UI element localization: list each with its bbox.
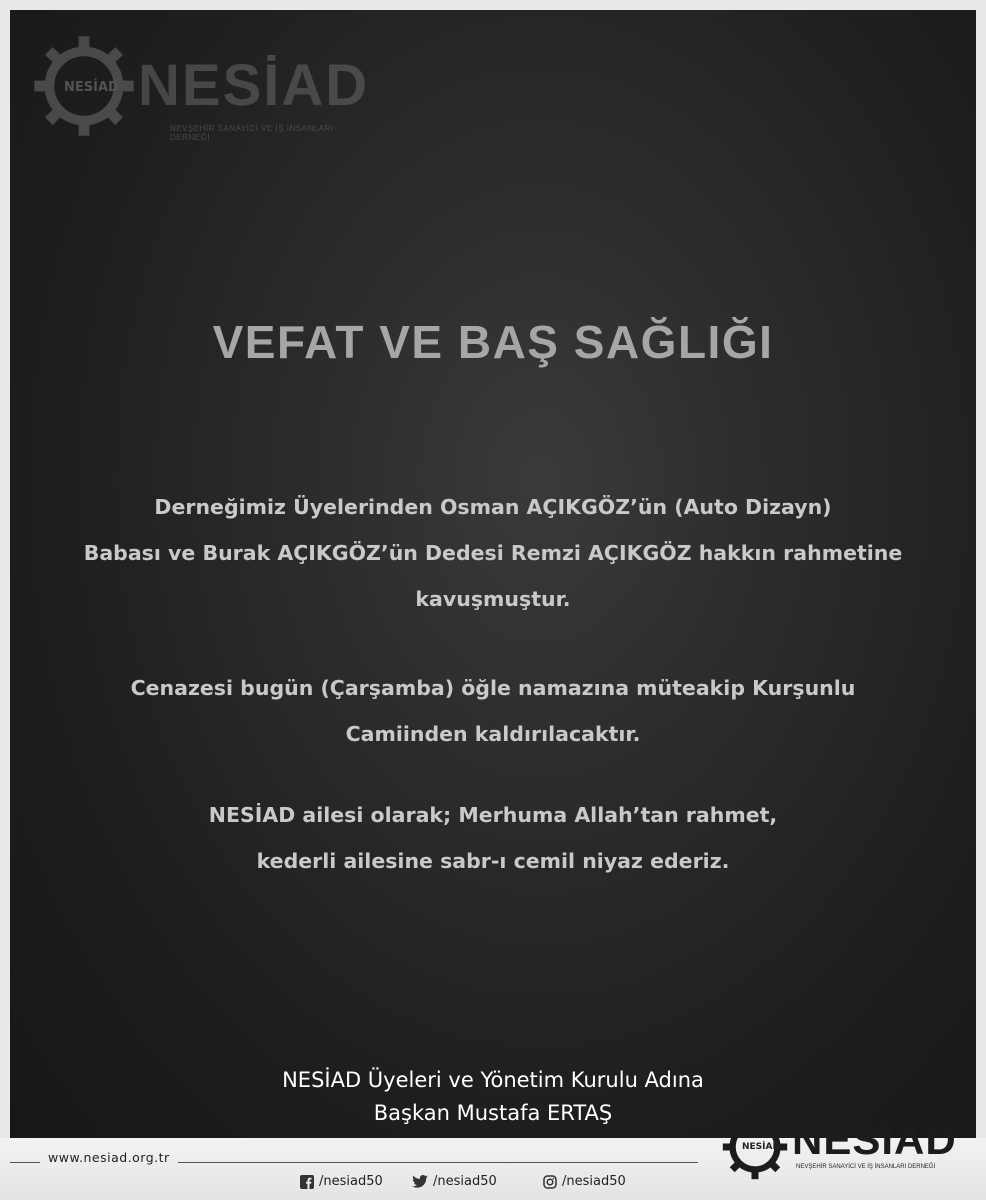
condolence-card xyxy=(10,10,976,1188)
paragraph-line: Camiinden kaldırılacaktır. xyxy=(345,722,641,746)
signature-line-1: NESİAD Üyeleri ve Yönetim Kurulu Adına xyxy=(282,1068,704,1092)
footer-divider xyxy=(178,1162,698,1163)
logo-brand: NESİAD xyxy=(792,1116,957,1163)
facebook-handle: /nesiad50 xyxy=(319,1174,383,1189)
twitter-link[interactable] xyxy=(412,1174,497,1189)
logo-subtitle: NEVŞEHİR SANAYİCİ VE İŞ İNSANLARI DERNEĞİ xyxy=(796,1164,936,1170)
instagram-icon xyxy=(543,1175,557,1189)
paragraph-death-notice xyxy=(80,484,906,622)
paragraph-line: Derneğimiz Üyelerinden Osman AÇIKGÖZ’ün (Auto Dizayn) xyxy=(154,495,832,519)
logo-small-text: NESİAD xyxy=(64,80,119,95)
nesiad-logo xyxy=(720,1112,960,1182)
logo-brand: NESİAD xyxy=(138,53,370,118)
website-link[interactable]: www.nesiad.org.tr xyxy=(48,1150,170,1165)
signature-line-2: Başkan Mustafa ERTAŞ xyxy=(373,1101,613,1125)
page-title: VEFAT VE BAŞ SAĞLIĞI xyxy=(212,316,774,368)
logo-subtitle: NEVŞEHİR SANAYİCİ VE İŞ İNSANLARI DERNEĞİ xyxy=(170,124,334,142)
facebook-icon xyxy=(300,1175,314,1189)
facebook-link[interactable] xyxy=(300,1174,383,1189)
paragraph-funeral xyxy=(80,665,906,757)
paragraph-line: kederli ailesine sabr-ı cemil niyaz ederiz. xyxy=(256,849,730,873)
twitter-handle: /nesiad50 xyxy=(433,1174,497,1189)
paragraph-line: Babası ve Burak AÇIKGÖZ’ün Dedesi Remzi AÇIKGÖZ hakkın rahmetine xyxy=(83,541,903,565)
logo-small-text: NESİAD xyxy=(742,1142,780,1152)
instagram-handle: /nesiad50 xyxy=(562,1174,626,1189)
paragraph-line: kavuşmuştur. xyxy=(415,587,571,611)
twitter-icon xyxy=(412,1175,428,1188)
paragraph-line: Cenazesi bugün (Çarşamba) öğle namazına müteakip Kurşunlu xyxy=(130,676,856,700)
paragraph-line: NESİAD ailesi olarak; Merhuma Allah’tan rahmet, xyxy=(208,803,778,827)
nesiad-logo-watermark xyxy=(30,32,370,142)
footer-divider xyxy=(10,1162,40,1163)
instagram-link[interactable] xyxy=(543,1174,626,1189)
paragraph-condolence xyxy=(80,792,906,884)
